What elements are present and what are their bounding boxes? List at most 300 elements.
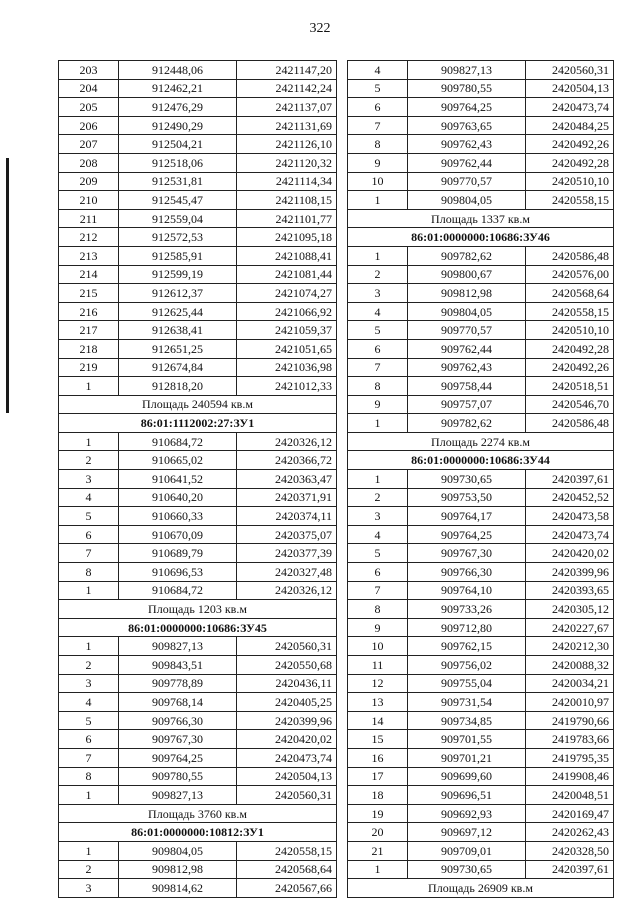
- area-label: Площадь 1203 кв.м: [59, 600, 337, 619]
- point-number-cell: 4: [59, 488, 119, 507]
- y-coordinate-cell: 2420420,02: [237, 730, 337, 749]
- table-row: [59, 767, 337, 786]
- cadastral-number-row: [59, 618, 337, 637]
- x-coordinate-cell: 910684,72: [119, 581, 237, 600]
- point-number-cell: 1: [348, 470, 408, 489]
- y-coordinate-cell: 2420546,70: [526, 395, 614, 414]
- table-row: [348, 786, 614, 805]
- table-row: [59, 656, 337, 675]
- y-coordinate-cell: 2420393,65: [526, 581, 614, 600]
- table-row: [59, 172, 337, 191]
- area-label: Площадь 2274 кв.м: [348, 432, 614, 451]
- y-coordinate-cell: 2420305,12: [526, 600, 614, 619]
- table-row: [59, 674, 337, 693]
- table-row: [348, 470, 614, 489]
- point-number-cell: 13: [348, 693, 408, 712]
- table-row: [348, 841, 614, 860]
- x-coordinate-cell: 910689,79: [119, 544, 237, 563]
- table-row: [59, 841, 337, 860]
- y-coordinate-cell: 2420326,12: [237, 581, 337, 600]
- point-number-cell: 207: [59, 135, 119, 154]
- table-row: [59, 265, 337, 284]
- y-coordinate-cell: 2420366,72: [237, 451, 337, 470]
- x-coordinate-cell: 909756,02: [408, 656, 526, 675]
- x-coordinate-cell: 912818,20: [119, 377, 237, 396]
- y-coordinate-cell: 2420262,43: [526, 823, 614, 842]
- page-number: 322: [309, 21, 331, 36]
- x-coordinate-cell: 909800,67: [408, 265, 526, 284]
- table-row: [59, 507, 337, 526]
- table-row: [348, 116, 614, 135]
- area-label: Площадь 240594 кв.м: [59, 395, 337, 414]
- x-coordinate-cell: 912625,44: [119, 302, 237, 321]
- x-coordinate-cell: 909730,65: [408, 860, 526, 879]
- point-number-cell: 4: [59, 693, 119, 712]
- table-row: [59, 191, 337, 210]
- table-row: [59, 432, 337, 451]
- x-coordinate-cell: 909764,25: [119, 748, 237, 767]
- table-row: [348, 656, 614, 675]
- coordinates-table-right: [347, 60, 614, 898]
- table-row: [348, 730, 614, 749]
- area-row: [348, 879, 614, 898]
- x-coordinate-cell: 909780,55: [119, 767, 237, 786]
- y-coordinate-cell: 2420377,39: [237, 544, 337, 563]
- y-coordinate-cell: 2420550,68: [237, 656, 337, 675]
- point-number-cell: 3: [348, 507, 408, 526]
- y-coordinate-cell: 2420568,64: [526, 284, 614, 303]
- table-row: [348, 191, 614, 210]
- y-coordinate-cell: 2420420,02: [526, 544, 614, 563]
- point-number-cell: 216: [59, 302, 119, 321]
- y-coordinate-cell: 2420558,15: [526, 191, 614, 210]
- table-row: [59, 488, 337, 507]
- x-coordinate-cell: 909782,62: [408, 246, 526, 265]
- table-row: [59, 879, 337, 898]
- table-row: [348, 711, 614, 730]
- x-coordinate-cell: 912559,04: [119, 209, 237, 228]
- point-number-cell: 12: [348, 674, 408, 693]
- y-coordinate-cell: 2421137,07: [237, 98, 337, 117]
- y-coordinate-cell: 2420363,47: [237, 470, 337, 489]
- point-number-cell: 205: [59, 98, 119, 117]
- point-number-cell: 3: [59, 470, 119, 489]
- y-coordinate-cell: 2420473,74: [526, 525, 614, 544]
- table-row: [348, 153, 614, 172]
- y-coordinate-cell: 2420567,66: [237, 879, 337, 898]
- area-row: [59, 395, 337, 414]
- area-row: [59, 600, 337, 619]
- point-number-cell: 18: [348, 786, 408, 805]
- point-number-cell: 6: [348, 339, 408, 358]
- point-number-cell: 8: [59, 563, 119, 582]
- cadastral-number-row: [348, 451, 614, 470]
- x-coordinate-cell: 909762,44: [408, 153, 526, 172]
- point-number-cell: 2: [348, 265, 408, 284]
- x-coordinate-cell: 912462,21: [119, 79, 237, 98]
- y-coordinate-cell: 2421066,92: [237, 302, 337, 321]
- table-row: [59, 377, 337, 396]
- y-coordinate-cell: 2419795,35: [526, 748, 614, 767]
- x-coordinate-cell: 909812,98: [119, 860, 237, 879]
- table-row: [348, 61, 614, 80]
- table-row: [348, 265, 614, 284]
- point-number-cell: 204: [59, 79, 119, 98]
- point-number-cell: 8: [348, 377, 408, 396]
- x-coordinate-cell: 912651,25: [119, 339, 237, 358]
- point-number-cell: 206: [59, 116, 119, 135]
- point-number-cell: 17: [348, 767, 408, 786]
- y-coordinate-cell: 2420510,10: [526, 172, 614, 191]
- point-number-cell: 6: [348, 98, 408, 117]
- x-coordinate-cell: 912612,37: [119, 284, 237, 303]
- x-coordinate-cell: 909812,98: [408, 284, 526, 303]
- y-coordinate-cell: 2420492,28: [526, 153, 614, 172]
- x-coordinate-cell: 912476,29: [119, 98, 237, 117]
- x-coordinate-cell: 909814,62: [119, 879, 237, 898]
- table-row: [348, 377, 614, 396]
- table-row: [348, 581, 614, 600]
- y-coordinate-cell: 2420518,51: [526, 377, 614, 396]
- table-row: [348, 525, 614, 544]
- area-label: Площадь 26909 кв.м: [348, 879, 614, 898]
- table-row: [348, 321, 614, 340]
- y-coordinate-cell: 2419908,46: [526, 767, 614, 786]
- cadastral-number-row: [59, 823, 337, 842]
- x-coordinate-cell: 912585,91: [119, 246, 237, 265]
- table-row: [348, 135, 614, 154]
- cadastral-number-label: 86:01:1112002:27:ЗУ1: [59, 414, 337, 433]
- table-row: [59, 711, 337, 730]
- y-coordinate-cell: 2421012,33: [237, 377, 337, 396]
- point-number-cell: 2: [59, 860, 119, 879]
- x-coordinate-cell: 910660,33: [119, 507, 237, 526]
- point-number-cell: 14: [348, 711, 408, 730]
- point-number-cell: 4: [348, 61, 408, 80]
- point-number-cell: 7: [348, 581, 408, 600]
- table-row: [59, 860, 337, 879]
- y-coordinate-cell: 2420558,15: [237, 841, 337, 860]
- y-coordinate-cell: 2420375,07: [237, 525, 337, 544]
- point-number-cell: 8: [348, 600, 408, 619]
- cadastral-number-row: [59, 414, 337, 433]
- y-coordinate-cell: 2421108,15: [237, 191, 337, 210]
- x-coordinate-cell: 909764,25: [408, 525, 526, 544]
- x-coordinate-cell: 909762,44: [408, 339, 526, 358]
- y-coordinate-cell: 2420088,32: [526, 656, 614, 675]
- y-coordinate-cell: 2421081,44: [237, 265, 337, 284]
- y-coordinate-cell: 2420558,15: [526, 302, 614, 321]
- x-coordinate-cell: 910665,02: [119, 451, 237, 470]
- table-row: [348, 804, 614, 823]
- point-number-cell: 7: [59, 544, 119, 563]
- x-coordinate-cell: 910640,20: [119, 488, 237, 507]
- y-coordinate-cell: 2419790,66: [526, 711, 614, 730]
- x-coordinate-cell: 909696,51: [408, 786, 526, 805]
- point-number-cell: 2: [59, 451, 119, 470]
- x-coordinate-cell: 910641,52: [119, 470, 237, 489]
- x-coordinate-cell: 909731,54: [408, 693, 526, 712]
- table-row: [59, 525, 337, 544]
- table-row: [348, 674, 614, 693]
- y-coordinate-cell: 2420328,50: [526, 841, 614, 860]
- table-row: [348, 339, 614, 358]
- table-row: [348, 172, 614, 191]
- y-coordinate-cell: 2420010,97: [526, 693, 614, 712]
- cadastral-number-row: [348, 228, 614, 247]
- x-coordinate-cell: 909766,30: [119, 711, 237, 730]
- table-row: [59, 730, 337, 749]
- x-coordinate-cell: 909699,60: [408, 767, 526, 786]
- table-row: [59, 451, 337, 470]
- point-number-cell: 215: [59, 284, 119, 303]
- x-coordinate-cell: 910684,72: [119, 432, 237, 451]
- y-coordinate-cell: 2420374,11: [237, 507, 337, 526]
- y-coordinate-cell: 2420504,13: [526, 79, 614, 98]
- table-row: [348, 246, 614, 265]
- table-row: [348, 302, 614, 321]
- x-coordinate-cell: 909701,21: [408, 748, 526, 767]
- x-coordinate-cell: 912518,06: [119, 153, 237, 172]
- y-coordinate-cell: 2420492,26: [526, 135, 614, 154]
- y-coordinate-cell: 2420560,31: [526, 61, 614, 80]
- x-coordinate-cell: 910670,09: [119, 525, 237, 544]
- point-number-cell: 2: [59, 656, 119, 675]
- y-coordinate-cell: 2421120,32: [237, 153, 337, 172]
- y-coordinate-cell: 2420452,52: [526, 488, 614, 507]
- point-number-cell: 1: [348, 414, 408, 433]
- table-row: [59, 284, 337, 303]
- y-coordinate-cell: 2420504,13: [237, 767, 337, 786]
- point-number-cell: 219: [59, 358, 119, 377]
- table-row: [59, 153, 337, 172]
- point-number-cell: 218: [59, 339, 119, 358]
- point-number-cell: 20: [348, 823, 408, 842]
- y-coordinate-cell: 2421095,18: [237, 228, 337, 247]
- table-row: [348, 79, 614, 98]
- area-row: [59, 804, 337, 823]
- x-coordinate-cell: 909767,30: [408, 544, 526, 563]
- y-coordinate-cell: 2419783,66: [526, 730, 614, 749]
- x-coordinate-cell: 909712,80: [408, 618, 526, 637]
- cadastral-number-label: 86:01:0000000:10812:ЗУ1: [59, 823, 337, 842]
- y-coordinate-cell: 2420510,10: [526, 321, 614, 340]
- y-coordinate-cell: 2420586,48: [526, 414, 614, 433]
- point-number-cell: 9: [348, 395, 408, 414]
- x-coordinate-cell: 910696,53: [119, 563, 237, 582]
- point-number-cell: 4: [348, 525, 408, 544]
- y-coordinate-cell: 2420586,48: [526, 246, 614, 265]
- y-coordinate-cell: 2420473,58: [526, 507, 614, 526]
- cadastral-number-label: 86:01:0000000:10686:ЗУ45: [59, 618, 337, 637]
- point-number-cell: 5: [348, 79, 408, 98]
- y-coordinate-cell: 2420436,11: [237, 674, 337, 693]
- y-coordinate-cell: 2420169,47: [526, 804, 614, 823]
- table-row: [348, 414, 614, 433]
- x-coordinate-cell: 909733,26: [408, 600, 526, 619]
- margin-bar: [6, 158, 9, 413]
- y-coordinate-cell: 2420399,96: [237, 711, 337, 730]
- x-coordinate-cell: 909843,51: [119, 656, 237, 675]
- point-number-cell: 1: [348, 860, 408, 879]
- y-coordinate-cell: 2420034,21: [526, 674, 614, 693]
- y-coordinate-cell: 2421126,10: [237, 135, 337, 154]
- point-number-cell: 5: [348, 544, 408, 563]
- table-row: [348, 358, 614, 377]
- x-coordinate-cell: 909770,57: [408, 172, 526, 191]
- point-number-cell: 5: [59, 507, 119, 526]
- point-number-cell: 9: [348, 618, 408, 637]
- y-coordinate-cell: 2420560,31: [237, 786, 337, 805]
- y-coordinate-cell: 2420568,64: [237, 860, 337, 879]
- area-label: Площадь 1337 кв.м: [348, 209, 614, 228]
- table-row: [348, 284, 614, 303]
- x-coordinate-cell: 909827,13: [119, 786, 237, 805]
- x-coordinate-cell: 909804,05: [119, 841, 237, 860]
- point-number-cell: 10: [348, 172, 408, 191]
- point-number-cell: 11: [348, 656, 408, 675]
- table-row: [348, 693, 614, 712]
- x-coordinate-cell: 909701,55: [408, 730, 526, 749]
- table-row: [348, 563, 614, 582]
- x-coordinate-cell: 909734,85: [408, 711, 526, 730]
- table-row: [348, 600, 614, 619]
- y-coordinate-cell: 2421114,34: [237, 172, 337, 191]
- y-coordinate-cell: 2421059,37: [237, 321, 337, 340]
- cadastral-number-label: 86:01:0000000:10686:ЗУ46: [348, 228, 614, 247]
- point-number-cell: 15: [348, 730, 408, 749]
- table-row: [348, 823, 614, 842]
- y-coordinate-cell: 2420473,74: [237, 748, 337, 767]
- x-coordinate-cell: 909697,12: [408, 823, 526, 842]
- coordinates-table-right-body: [348, 61, 614, 898]
- area-row: [348, 209, 614, 228]
- y-coordinate-cell: 2420560,31: [237, 637, 337, 656]
- point-number-cell: 1: [59, 637, 119, 656]
- point-number-cell: 16: [348, 748, 408, 767]
- y-coordinate-cell: 2420397,61: [526, 470, 614, 489]
- y-coordinate-cell: 2420048,51: [526, 786, 614, 805]
- x-coordinate-cell: 909780,55: [408, 79, 526, 98]
- table-row: [348, 618, 614, 637]
- table-row: [348, 507, 614, 526]
- point-number-cell: 8: [59, 767, 119, 786]
- point-number-cell: 1: [59, 581, 119, 600]
- x-coordinate-cell: 912545,47: [119, 191, 237, 210]
- table-row: [348, 98, 614, 117]
- table-row: [348, 488, 614, 507]
- point-number-cell: 1: [59, 786, 119, 805]
- x-coordinate-cell: 909827,13: [408, 61, 526, 80]
- y-coordinate-cell: 2421088,41: [237, 246, 337, 265]
- x-coordinate-cell: 909692,93: [408, 804, 526, 823]
- x-coordinate-cell: 909755,04: [408, 674, 526, 693]
- table-row: [59, 246, 337, 265]
- area-label: Площадь 3760 кв.м: [59, 804, 337, 823]
- table-row: [59, 339, 337, 358]
- point-number-cell: 7: [348, 358, 408, 377]
- table-row: [348, 767, 614, 786]
- table-row: [348, 395, 614, 414]
- table-row: [348, 637, 614, 656]
- y-coordinate-cell: 2420371,91: [237, 488, 337, 507]
- y-coordinate-cell: 2421131,69: [237, 116, 337, 135]
- x-coordinate-cell: 909757,07: [408, 395, 526, 414]
- x-coordinate-cell: 909782,62: [408, 414, 526, 433]
- x-coordinate-cell: 912599,19: [119, 265, 237, 284]
- point-number-cell: 1: [59, 841, 119, 860]
- table-row: [59, 693, 337, 712]
- point-number-cell: 1: [348, 246, 408, 265]
- point-number-cell: 2: [348, 488, 408, 507]
- table-row: [59, 116, 337, 135]
- x-coordinate-cell: 909767,30: [119, 730, 237, 749]
- point-number-cell: 6: [59, 730, 119, 749]
- x-coordinate-cell: 909762,43: [408, 135, 526, 154]
- y-coordinate-cell: 2421142,24: [237, 79, 337, 98]
- point-number-cell: 5: [59, 711, 119, 730]
- point-number-cell: 3: [59, 674, 119, 693]
- x-coordinate-cell: 912490,29: [119, 116, 237, 135]
- table-row: [59, 302, 337, 321]
- point-number-cell: 208: [59, 153, 119, 172]
- point-number-cell: 203: [59, 61, 119, 80]
- table-row: [59, 637, 337, 656]
- point-number-cell: 1: [59, 432, 119, 451]
- y-coordinate-cell: 2421147,20: [237, 61, 337, 80]
- y-coordinate-cell: 2420397,61: [526, 860, 614, 879]
- point-number-cell: 9: [348, 153, 408, 172]
- point-number-cell: 21: [348, 841, 408, 860]
- y-coordinate-cell: 2420405,25: [237, 693, 337, 712]
- x-coordinate-cell: 909804,05: [408, 191, 526, 210]
- area-row: [348, 432, 614, 451]
- y-coordinate-cell: 2420326,12: [237, 432, 337, 451]
- x-coordinate-cell: 909762,15: [408, 637, 526, 656]
- table-row: [348, 860, 614, 879]
- point-number-cell: 6: [59, 525, 119, 544]
- point-number-cell: 1: [348, 191, 408, 210]
- y-coordinate-cell: 2420327,48: [237, 563, 337, 582]
- table-row: [59, 79, 337, 98]
- y-coordinate-cell: 2420212,30: [526, 637, 614, 656]
- y-coordinate-cell: 2421036,98: [237, 358, 337, 377]
- x-coordinate-cell: 912531,81: [119, 172, 237, 191]
- point-number-cell: 6: [348, 563, 408, 582]
- point-number-cell: 210: [59, 191, 119, 210]
- point-number-cell: 3: [59, 879, 119, 898]
- x-coordinate-cell: 909763,65: [408, 116, 526, 135]
- point-number-cell: 217: [59, 321, 119, 340]
- point-number-cell: 209: [59, 172, 119, 191]
- table-row: [59, 748, 337, 767]
- x-coordinate-cell: 909768,14: [119, 693, 237, 712]
- point-number-cell: 8: [348, 135, 408, 154]
- y-coordinate-cell: 2420227,67: [526, 618, 614, 637]
- point-number-cell: 19: [348, 804, 408, 823]
- x-coordinate-cell: 909778,89: [119, 674, 237, 693]
- x-coordinate-cell: 912504,21: [119, 135, 237, 154]
- y-coordinate-cell: 2421101,77: [237, 209, 337, 228]
- table-row: [59, 786, 337, 805]
- table-row: [59, 61, 337, 80]
- point-number-cell: 211: [59, 209, 119, 228]
- table-row: [59, 358, 337, 377]
- x-coordinate-cell: 912572,53: [119, 228, 237, 247]
- point-number-cell: 10: [348, 637, 408, 656]
- table-row: [59, 209, 337, 228]
- point-number-cell: 3: [348, 284, 408, 303]
